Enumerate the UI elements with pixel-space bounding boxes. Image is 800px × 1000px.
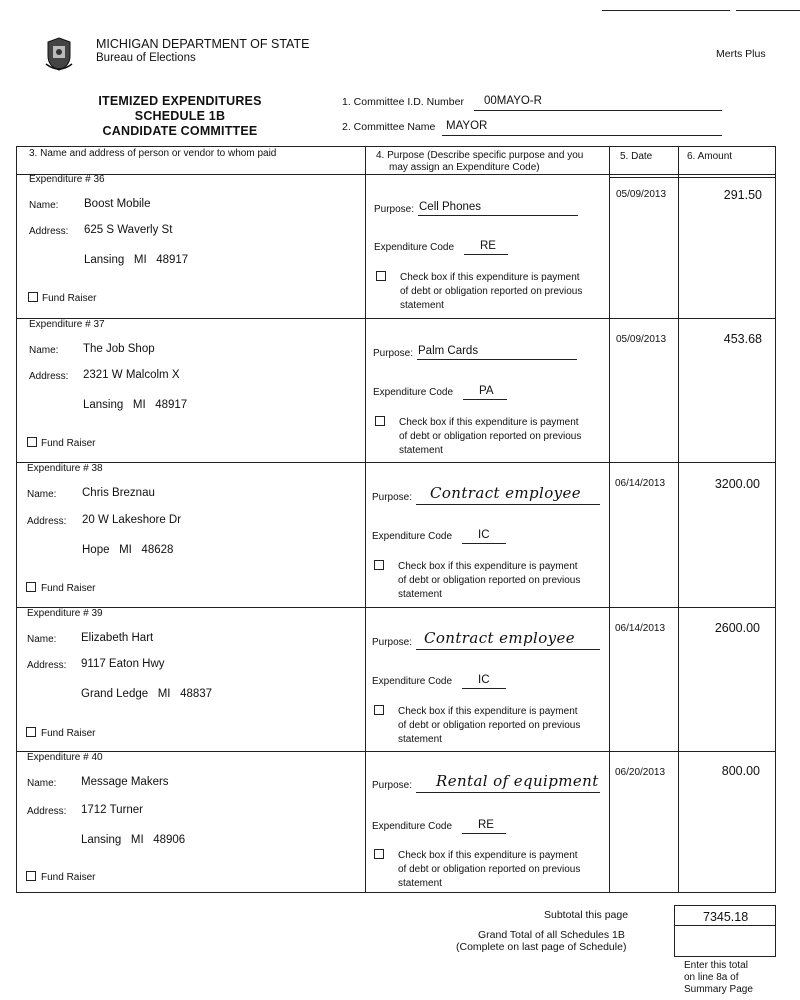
expenditure-amount: 453.68 — [723, 332, 762, 346]
fund-raiser-label: Fund Raiser — [41, 583, 96, 594]
code-underline — [462, 543, 506, 544]
debt-payment-checkbox[interactable] — [374, 560, 384, 570]
vendor-name: Chris Breznau — [82, 487, 155, 499]
expenditure-code: RE — [480, 240, 496, 252]
committee-id-value: 00MAYO-R — [484, 95, 542, 107]
state-seal-icon — [44, 36, 74, 72]
scan-mark-line — [602, 10, 730, 11]
name-label: Name: — [27, 778, 57, 789]
expenditure-amount: 800.00 — [721, 764, 760, 778]
expenditure-code-label: Expenditure Code — [373, 387, 454, 398]
purpose-value: Palm Cards — [418, 345, 479, 357]
fund-raiser-label: Fund Raiser — [41, 438, 96, 449]
fund-raiser-label: Fund Raiser — [41, 728, 96, 739]
subtotal-value: 7345.18 — [703, 910, 749, 924]
row-divider — [16, 607, 776, 608]
fund-raiser-checkbox[interactable] — [28, 292, 38, 302]
purpose-value-handwritten: Contract employee — [424, 629, 576, 647]
code-underline — [462, 688, 506, 689]
expenditure-code-label: Expenditure Code — [372, 531, 453, 542]
fund-raiser-checkbox[interactable] — [26, 871, 36, 881]
debt-payment-note: Check box if this expenditure is payment of debt or obligation reported on previous statement — [398, 561, 581, 600]
expenditure-date: 06/14/2013 — [615, 478, 666, 489]
expenditure-code: PA — [479, 385, 494, 397]
code-underline — [464, 254, 508, 255]
bureau-name: Bureau of Elections — [96, 52, 196, 64]
expenditure-number: Expenditure # 37 — [29, 319, 105, 330]
name-label: Name: — [27, 489, 57, 500]
purpose-underline — [416, 649, 600, 650]
purpose-label: Purpose: — [372, 492, 413, 503]
purpose-value-handwritten: Contract employee — [430, 484, 582, 502]
name-label: Name: — [27, 634, 57, 645]
expenditure-code-label: Expenditure Code — [372, 821, 453, 832]
purpose-underline — [416, 504, 600, 505]
debt-payment-note: Check box if this expenditure is payment of debt or obligation reported on previous statement — [399, 417, 582, 456]
summary-page-note: Enter this total on line 8a of Summary Page — [684, 960, 753, 995]
debt-payment-checkbox[interactable] — [374, 705, 384, 715]
subtotal-divider — [674, 925, 776, 926]
grand-total-note: (Complete on last page of Schedule) — [456, 941, 627, 953]
form-title-line-3: CANDIDATE COMMITTEE — [102, 124, 258, 138]
software-label: Merts Plus — [716, 48, 766, 60]
fund-raiser-label: Fund Raiser — [42, 293, 97, 304]
column-header-purpose-sub: may assign an Expenditure Code) — [389, 162, 540, 173]
vendor-address: 20 W Lakeshore Dr — [82, 514, 182, 526]
expenditure-date: 06/14/2013 — [615, 623, 666, 634]
purpose-underline — [417, 359, 577, 360]
purpose-label: Purpose: — [372, 637, 413, 648]
vendor-address: 625 S Waverly St — [84, 224, 173, 236]
subtotal-label: Subtotal this page — [544, 909, 629, 921]
column-header-amount: 6. Amount — [687, 151, 733, 162]
address-label: Address: — [29, 226, 69, 237]
fund-raiser-label: Fund Raiser — [41, 872, 96, 883]
expenditure-code-label: Expenditure Code — [374, 242, 455, 253]
expenditure-code: IC — [478, 674, 490, 686]
vendor-city: Lansing MI 48906 — [81, 834, 186, 846]
expenditure-date: 06/20/2013 — [615, 767, 666, 778]
row-divider — [16, 318, 776, 319]
vendor-city: Grand Ledge MI 48837 — [81, 688, 213, 700]
vendor-address: 9117 Eaton Hwy — [81, 658, 165, 670]
grand-total-label: Grand Total of all Schedules 1B — [478, 929, 625, 941]
expenditure-date: 05/09/2013 — [616, 334, 667, 345]
column-divider — [609, 146, 610, 893]
header-row-divider — [16, 174, 776, 175]
form-title-line-2: SCHEDULE 1B — [134, 109, 226, 123]
name-label: Name: — [29, 200, 59, 211]
committee-name-underline — [442, 135, 722, 136]
debt-payment-checkbox[interactable] — [375, 416, 385, 426]
purpose-underline — [416, 792, 600, 793]
committee-name-value: MAYOR — [446, 120, 488, 132]
expenditure-amount: 291.50 — [723, 188, 762, 202]
expenditure-date: 05/09/2013 — [616, 189, 667, 200]
committee-id-label: 1. Committee I.D. Number — [342, 96, 464, 108]
column-header-purpose: 4. Purpose (Describe specific purpose and you — [376, 150, 584, 161]
expenditure-number: Expenditure # 38 — [27, 463, 103, 474]
expenditure-code: IC — [478, 529, 490, 541]
vendor-name: Boost Mobile — [84, 198, 151, 210]
purpose-label: Purpose: — [374, 204, 415, 215]
vendor-name: The Job Shop — [83, 343, 155, 355]
address-label: Address: — [29, 371, 69, 382]
fund-raiser-checkbox[interactable] — [27, 437, 37, 447]
row-divider — [16, 751, 776, 752]
vendor-city: Lansing MI 48917 — [84, 254, 189, 266]
expenditure-amount: 2600.00 — [714, 621, 760, 635]
expenditure-code-label: Expenditure Code — [372, 676, 453, 687]
purpose-value: Cell Phones — [419, 201, 482, 213]
expenditure-number: Expenditure # 40 — [27, 752, 103, 763]
purpose-value-handwritten: Rental of equipment — [436, 772, 599, 790]
vendor-name: Elizabeth Hart — [81, 632, 154, 644]
name-label: Name: — [29, 345, 59, 356]
debt-payment-checkbox[interactable] — [376, 271, 386, 281]
row-divider — [16, 462, 776, 463]
scan-mark-line — [736, 10, 800, 11]
vendor-address: 1712 Turner — [81, 804, 144, 816]
purpose-label: Purpose: — [373, 348, 414, 359]
code-underline — [462, 833, 506, 834]
fund-raiser-checkbox[interactable] — [26, 582, 36, 592]
vendor-city: Lansing MI 48917 — [83, 399, 188, 411]
header-row-divider — [609, 177, 776, 178]
department-name: MICHIGAN DEPARTMENT OF STATE — [96, 37, 310, 51]
purpose-label: Purpose: — [372, 780, 413, 791]
expenditure-code: RE — [478, 819, 494, 831]
address-label: Address: — [27, 516, 67, 527]
purpose-underline — [418, 215, 578, 216]
address-label: Address: — [27, 806, 67, 817]
column-divider — [365, 146, 366, 893]
debt-payment-note: Check box if this expenditure is payment of debt or obligation reported on previous statement — [400, 272, 583, 311]
expenditure-number: Expenditure # 39 — [27, 608, 103, 619]
debt-payment-checkbox[interactable] — [374, 849, 384, 859]
column-header-date: 5. Date — [620, 151, 653, 162]
code-underline — [463, 399, 507, 400]
vendor-city: Hope MI 48628 — [82, 544, 174, 556]
vendor-name: Message Makers — [81, 776, 169, 788]
expenditure-number: Expenditure # 36 — [29, 174, 105, 185]
committee-id-underline — [474, 110, 722, 111]
committee-name-label: 2. Committee Name — [342, 121, 436, 133]
vendor-address: 2321 W Malcolm X — [83, 369, 180, 381]
debt-payment-note: Check box if this expenditure is payment of debt or obligation reported on previous statement — [398, 850, 581, 889]
debt-payment-note: Check box if this expenditure is payment of debt or obligation reported on previous statement — [398, 706, 581, 745]
fund-raiser-checkbox[interactable] — [26, 727, 36, 737]
form-title-line-1: ITEMIZED EXPENDITURES — [98, 94, 262, 108]
address-label: Address: — [27, 660, 67, 671]
column-divider — [678, 146, 679, 893]
column-header-name-address: 3. Name and address of person or vendor to whom paid — [29, 148, 277, 159]
expenditure-amount: 3200.00 — [714, 477, 760, 491]
